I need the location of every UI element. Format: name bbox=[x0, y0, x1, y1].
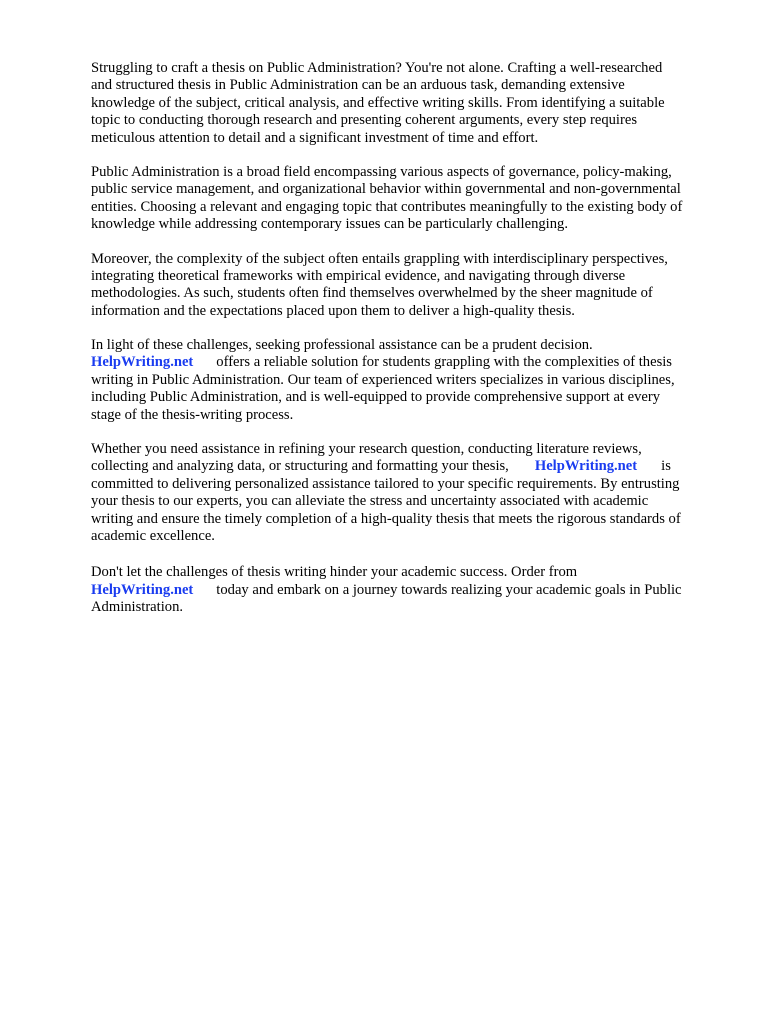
text-line: Moreover, the complexity of the subject often entails grappling with interdisciplinary perspectives, bbox=[91, 250, 668, 267]
text-fragment: offers a reliable solution for students grappling with the complexities of thesis bbox=[216, 354, 672, 371]
text-line: academic excellence. bbox=[91, 527, 215, 544]
text-line: knowledge while addressing contemporary issues can be particularly challenging. bbox=[91, 216, 568, 233]
text-line: methodologies. As such, students often find themselves overwhelmed by the sheer magnitude of bbox=[91, 285, 653, 302]
text-fragment: is bbox=[661, 458, 671, 475]
paragraph-services bbox=[91, 441, 721, 545]
text-line: Whether you need assistance in refining your research question, conducting literature reviews, bbox=[91, 441, 642, 458]
document-page bbox=[91, 60, 721, 634]
text-line: knowledge of the subject, critical analysis, and effective writing skills. From identifying a suitable bbox=[91, 94, 665, 111]
paragraph-call-to-action bbox=[91, 564, 721, 616]
text-line: writing in Public Administration. Our team of experienced writers specializes in various disciplines, bbox=[91, 371, 675, 388]
helpwriting-link[interactable]: HelpWriting.net bbox=[91, 354, 194, 371]
text-line: entities. Choosing a relevant and engaging topic that contributes meaningfully to the existing body of bbox=[91, 198, 683, 215]
text-line: including Public Administration, and is well-equipped to provide comprehensive support at every bbox=[91, 389, 661, 406]
helpwriting-link[interactable]: HelpWriting.net bbox=[534, 458, 638, 475]
paragraph-complexity bbox=[91, 251, 721, 321]
text-fragment: collecting and analyzing data, or structuring and formatting your thesis, bbox=[91, 458, 509, 475]
text-line: meticulous attention to detail and a significant investment of time and effort. bbox=[91, 129, 539, 146]
text-line: your thesis to our experts, you can alleviate the stress and uncertainty associated with academic bbox=[91, 493, 649, 510]
text-line: public service management, and organizational behavior within governmental and non-governmental bbox=[91, 181, 681, 198]
text-line: Administration. bbox=[91, 599, 184, 616]
paragraph-field-overview bbox=[91, 164, 721, 234]
text-line: Struggling to craft a thesis on Public Administration? You're not alone. Crafting a well-researched bbox=[91, 60, 663, 76]
text-line-with-link bbox=[91, 582, 721, 599]
text-line: information and the expectations placed upon them to deliver a high-quality thesis. bbox=[91, 302, 575, 319]
text-line: writing and ensure the timely completion of a high-quality thesis that meets the rigorous standards of bbox=[91, 510, 681, 527]
text-line: topic to conducting thorough research and presenting coherent arguments, every step requires bbox=[91, 112, 638, 129]
paragraph-assistance bbox=[91, 337, 721, 424]
text-fragment: today and embark on a journey towards realizing your academic goals in Public bbox=[216, 581, 682, 598]
text-line: Public Administration is a broad field encompassing various aspects of governance, policy-making, bbox=[91, 163, 672, 180]
text-line-with-link bbox=[91, 458, 721, 475]
text-line: and structured thesis in Public Administration can be an arduous task, demanding extensive bbox=[91, 77, 625, 94]
text-line-with-link bbox=[91, 354, 721, 371]
text-line: In light of these challenges, seeking professional assistance can be a prudent decision. bbox=[91, 337, 593, 354]
text-line: Don't let the challenges of thesis writing hinder your academic success. Order from bbox=[91, 564, 578, 581]
paragraph-intro bbox=[91, 60, 721, 147]
text-line: committed to delivering personalized assistance tailored to your specific requirements. By entrusting bbox=[91, 475, 680, 492]
text-line: integrating theoretical frameworks with empirical evidence, and navigating through diverse bbox=[91, 267, 626, 284]
helpwriting-link[interactable]: HelpWriting.net bbox=[91, 581, 194, 598]
text-line: stage of the thesis-writing process. bbox=[91, 406, 294, 423]
